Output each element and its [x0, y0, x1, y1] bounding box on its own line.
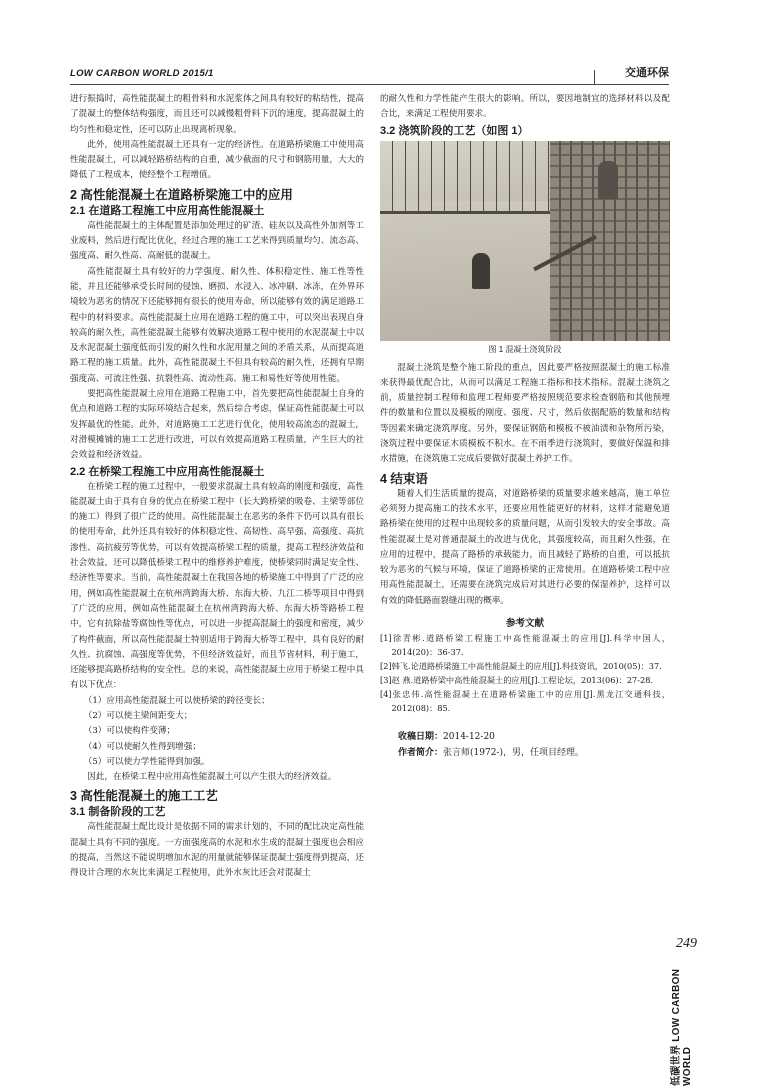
figure-concrete-pouring-photo: [380, 141, 670, 341]
received-date: [380, 729, 670, 745]
subsection-heading: 3.1 制备阶段的工艺: [70, 806, 166, 819]
author-value: 张言师(1972-)，男，任项目经理。: [443, 748, 584, 759]
section-heading: 4 结束语: [380, 471, 428, 486]
list-item: （5）可以使力学性能得到加强。: [83, 756, 210, 767]
paragraph: 高性能混凝土配比设计是依据不同的需求计划的，不同的配比决定高性能混凝土具有不同的强度。一方面强度高的水泥和水生成的混凝土强度也会相应的提高，当然这不能说明增加水泥的用量就能够保证混凝土强度得到提高，还得设计合理的水灰比来满足工程使用，此外水灰比还会对混凝土: [70, 822, 364, 879]
header-divider: [594, 70, 595, 84]
page-number: 249: [676, 936, 697, 951]
paragraph: 高性能混凝土具有较好的力学强度、耐久性、体积稳定性、施工性等性能，并且还能够承受长时间的侵蚀、磨损、水浸入、冰冲刷、冰冻，在外界环境较为恶劣的情况下还能够拥有很长的使用寿命，所以能够有效的满足道路工程中的材料要求。高性能混凝土应用在道路工程的施工中，可以突出表现自身较高的耐久性，高性能混凝土能够有效解决道路工程中使用的水泥混凝土中以及水泥混凝土强度低而引发的耐久性和水泥用量之间的矛盾关系，从而提高道路工程的施工质量。此外，高性能混凝土不但具有较高的耐久性，还拥有早期强度高、可流注性强、抗裂性高、流动性高、施工和易性好等使用性能。: [70, 266, 364, 384]
journal-header: LOW CARBON WORLD 2015/1: [70, 68, 214, 79]
author-label: 作者简介：: [398, 747, 444, 758]
list-item: （2）可以使主梁间距变大；: [83, 710, 193, 721]
paragraph: 随着人们生活质量的提高，对道路桥梁的质量要求越来越高，施工单位必须努力提高施工的技术水平，还要应用性能更好的材料，这样才能避免道路桥梁在使用的过程中出现较多的质量问题，从而引发较大的安全事故。高性能混凝土是对普通混凝土的改进与优化，其强度较高，而且耐久性强，在应用的过程中，提高了路桥的承载能力，而且减轻了路桥的自重，可以抵抗较为恶劣的气候与环境，保证了道路桥梁的正常使用。在道路桥梁工程中应用高性能混凝土，还需要在浇筑完成后对其进行必要的保湿养护，这样可以有效的降低路面裂缝出现的概率。: [380, 488, 670, 606]
subsection-heading: 2.1 在道路工程施工中应用高性能混凝土: [70, 204, 265, 217]
reference-item: [3]赵 燕.道路桥梁中高性能混凝土的应用[J].工程论坛，2013(06)：27-28.: [380, 675, 654, 686]
left-column: [70, 92, 364, 882]
paragraph: 高性能混凝土的主体配置是添加处理过的矿渣、硅灰以及高性外加剂等工业废料，然后进行配比优化，经过合理的施工工艺来得到质量均匀、流态高、强度高、耐久性高、高耐低的混凝土。: [70, 220, 364, 262]
section-title: 交通环保: [625, 67, 669, 79]
references-title: 参考文献: [505, 618, 544, 630]
worker-figure: [598, 161, 618, 199]
reference-item: [1]徐青彬.道路桥梁工程施工中高性能混凝土的应用[J].科学中国人，2014(20)：36-37.: [380, 633, 670, 658]
paragraph: 的耐久性和力学性能产生很大的影响。所以，要因地制宜的选择材料以及配合比，来满足工程使用要求。: [380, 94, 670, 120]
guard-rail: [380, 141, 570, 214]
author-info: [380, 745, 670, 761]
subsection-heading: 2.2 在桥梁工程施工中应用高性能混凝土: [70, 465, 265, 478]
paragraph: 进行振捣时，高性能混凝土的粗骨料和水泥浆体之间具有较好的粘结性，提高了混凝土的整体结构强度，而且还可以减慢粗骨料下沉的速度，提高混凝土的均匀性和稳定性，还可以防止出现离析现象。: [70, 94, 364, 135]
subsection-heading: 3.2 浇筑阶段的工艺（如图 1）: [380, 124, 529, 137]
paragraph: 此外，使用高性能混凝土还具有一定的经济性。在道路桥梁施工中使用高性能混凝土，可以减轻路桥结构的自重，减少截面的尺寸和钢筋用量，大大的降低了工程成本，使经整个工程增值。: [70, 139, 364, 181]
figure-caption: 图 1 混凝土浇筑阶段: [488, 344, 562, 354]
section-heading: 3 高性能混凝土的施工工艺: [70, 789, 218, 804]
right-column: [380, 92, 670, 761]
reference-item: [4]张忠伟.高性能混凝土在道路桥梁施工中的应用[J].黑龙江交通科技，2012(08)：85.: [380, 689, 670, 714]
list-item: （3）可以使构件变薄；: [83, 726, 176, 737]
worker-figure: [472, 253, 490, 289]
list-item: （1）应用高性能混凝土可以使桥梁的跨径变长；: [83, 695, 270, 706]
paragraph: 混凝土浇筑是整个施工阶段的重点，因此要严格按照混凝土的施工标准来获得最优配合比，从而可以满足工程施工指标和技术指标。混凝土浇筑之前，质量控制工程师和监理工程师要严格按照规范要求检查钢筋和其他预埋件的数量和位置以及模板的刚度、强度、尺寸，然后依据配筋的数量和结构等因素来确定浇筑厚度。另外，要保证钢筋和模板不被油渍和杂物所污染，浇筑过程中要保证木质模板不积水。在不雨季进行浇筑时，要做好保温和排水措施，在浇筑施工完成后要做好混凝土养护工作。: [380, 362, 670, 465]
paragraph: 因此，在桥梁工程中应用高性能混凝土可以产生很大的经济效益。: [87, 772, 337, 783]
received-label: 收稿日期：: [398, 731, 444, 742]
vertical-journal-title: 低碳世界 LOW CARBON WORLD: [671, 968, 693, 1086]
list-item: （4）可以使耐久性得到增强；: [83, 741, 201, 752]
received-value: 2014-12-20: [443, 732, 495, 743]
header-rule: [70, 84, 669, 85]
paragraph: 在桥梁工程的施工过程中，一般要求混凝土具有较高的刚度和强度，高性能混凝土由于具有自身的优点在桥梁工程中（长大跨桥梁的吸卷、主梁等部位的施工）得到了很广泛的使用。高性能混凝土在恶劣的条件下仍可以具有很长的使用寿命，此外还具有较好的体积稳定性、高韧性、高早强、高强度、高抗渗性、高抗疲劳等优势，可以有效提高桥梁工程的质量，提高工程经济效益和社会效益，还可以降低桥梁工程中的维修养护难度，使桥梁同时满足安全性、经济性等要求。当前，高性能混凝土在我国各地的桥梁施工中得到了广泛的应用，例如高性能混凝土在杭州湾跨海大桥、东海大桥、九江二桥等项目中得到了广泛的应用，例如高性能混凝土在杭州湾跨海大桥、东海大桥等路桥工程中，它有抗除盐等腐蚀性等优点，可以进一步提高混凝土的强度和密度，减少了构件截面，所以高性能混凝土特别适用于跨海大桥等工程中，具有良好的耐久性、抗腐蚀、高强度等优势，不但经济效益好，而且节省材料，利于施工，还能够提高路桥结构的安全性。总的来说，高性能混凝土应用于桥梁工程中具有以下优点：: [70, 481, 364, 691]
paragraph: 要把高性能混凝土应用在道路工程施工中，首先要把高性能混凝土自身的优点和道路工程的实际环境结合起来，然后综合考虑，保证高性能混凝土可以发挥最优的性能。此外，对道路施工工艺进行优化，使用较高流态的混凝土，对滑模摊铺的施工工艺进行改进，可以有效提高道路工程质量，产生巨大的社会效益和经济效益。: [70, 389, 364, 461]
reference-item: [2]韩飞.论道路桥梁施工中高性能混凝土的应用[J].科技资讯，2010(05)：37.: [380, 661, 662, 672]
section-heading: 2 高性能混凝土在道路桥梁施工中的应用: [70, 187, 293, 202]
